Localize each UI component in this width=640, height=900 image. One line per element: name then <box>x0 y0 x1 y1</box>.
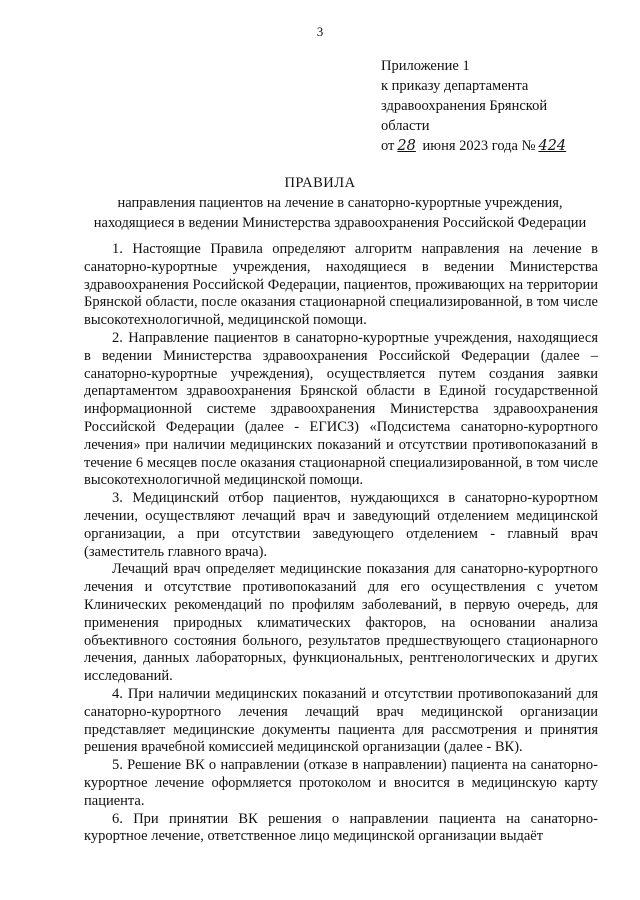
date-middle: июня 2023 года № <box>422 138 536 154</box>
document-subtitle <box>80 193 600 233</box>
page-number: 3 <box>316 24 324 39</box>
document-title: ПРАВИЛА <box>284 175 356 191</box>
appendix-line-3: здравоохранения Брянской <box>381 98 548 114</box>
appendix-date-line <box>381 136 569 156</box>
paragraph-4: 4. При наличии медицинских показаний и отсутствии противопоказаний для санаторно-курортного лечения лечащий врач медицинской организации представляет медицинские документы пациента для рассмотрения и принятия решения врачебной комиссией медицинской организации (далее - ВК). <box>84 685 598 756</box>
appendix-line-4: области <box>381 118 430 134</box>
paragraph-5: 5. Решение ВК о направлении (отказе в направлении) пациента на санаторно-курортное лечение оформляется протоколом и вносится в медицинскую карту пациента. <box>84 757 598 809</box>
paragraph-6: 6. При принятии ВК решения о направлении пациента на санаторно-курортное лечение, ответственное лицо медицинской организации выдаёт <box>84 810 598 845</box>
paragraph-2: 2. Направление пациентов в санаторно-курортные учреждения, находящиеся в ведении Министерства здравоохранения Российской Федерации (далее – санаторно-курортные учреждения), осуществляется путем создания заявки департаментом здравоохранения Брянской области в Единой государственной информационной системе здравоохранения Министерства здравоохранения Российской Федерации (далее - ЕГИСЗ) «Подсистема санаторно-курортного лечения» при наличии медицинских показаний и отсутствии противопоказаний в течение 6 месяцев после оказания стационарной специализированной, в том числе высокотехнологичной медицинской помощи. <box>84 329 598 489</box>
handwritten-day: 28 <box>397 138 416 154</box>
subtitle-line-1: направления пациентов на лечение в санаторно-курортные учреждения, <box>117 195 563 211</box>
appendix-header <box>381 56 569 156</box>
handwritten-order-number: 424 <box>538 138 567 154</box>
paragraph-3: 3. Медицинский отбор пациентов, нуждающихся в санаторно-курортном лечении, осуществляют лечащий врач и заведующий отделением медицинской организации, а при отсутствии заведующего отделением - главный врач (заместитель главного врача). <box>84 490 598 560</box>
document-body <box>84 241 598 846</box>
appendix-line-2: к приказу департамента <box>381 78 529 94</box>
paragraph-3-continued: Лечащий врач определяет медицинские показания для санаторно-курортного лечения и отсутствие противопоказаний для его осуществления с учетом Клинических рекомендаций по профилям заболеваний, в первую очередь, для применения природных климатических факторов, на основании анализа объективного состояния больного, результатов предшествующего стационарного лечения, данных лабораторных, функциональных, рентгенологических и других исследований. <box>84 561 598 685</box>
date-prefix: от <box>381 138 395 154</box>
appendix-line-1: Приложение 1 <box>381 58 470 74</box>
paragraph-1: 1. Настоящие Правила определяют алгоритм направления на лечение в санаторно-курортные учреждения, находящиеся в ведении Министерства здравоохранения Российской Федерации, пациентов, проживающих на территории Брянской области, после оказания стационарной специализированной, в том числе высокотехнологичной, медицинской помощи. <box>84 241 598 329</box>
subtitle-line-2: находящиеся в ведении Министерства здравоохранения Российской Федерации <box>93 215 587 231</box>
